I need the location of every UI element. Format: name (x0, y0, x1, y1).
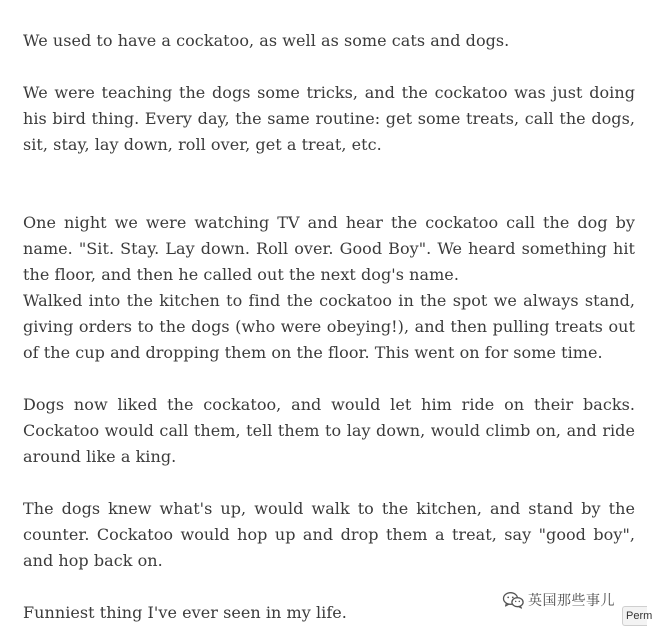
paragraph-1: We used to have a cockatoo, as well as some cats and dogs. (23, 31, 510, 50)
paragraph-2: We were teaching the dogs some tricks, and the cockatoo was just doing his bird thing. Every day, the same routine: get some treats, call the dogs, sit, stay, lay down, roll over, get a treat, etc. (23, 83, 635, 154)
watermark-text: 英国那些事儿 (528, 593, 615, 609)
paragraph-3: One night we were watching TV and hear the cockatoo call the dog by name. "Sit. Stay. Lay down. Roll over. Good Boy". We heard something hit the floor, and then he called out the next dog's name. (23, 213, 635, 284)
paragraph-5: Dogs now liked the cockatoo, and would let him ride on their backs. Cockatoo would call them, tell them to lay down, would climb on, and ride around like a king. (23, 395, 635, 466)
permissions-tab[interactable] (622, 606, 652, 626)
paragraph-4: Walked into the kitchen to find the cockatoo in the spot we always stand, giving orders to the dogs (who were obeying!), and then pulling treats out of the cup and dropping them on the floor. This went on for some time. (23, 291, 635, 362)
permissions-tab-label: Perm (626, 610, 652, 622)
wechat-icon (502, 591, 524, 609)
paragraph-6: The dogs knew what's up, would walk to the kitchen, and stand by the counter. Cockatoo would hop up and drop them a treat, say "good boy", and hop back on. (23, 499, 635, 570)
paragraph-7: Funniest thing I've ever seen in my life. (23, 603, 347, 622)
watermark (500, 588, 619, 612)
